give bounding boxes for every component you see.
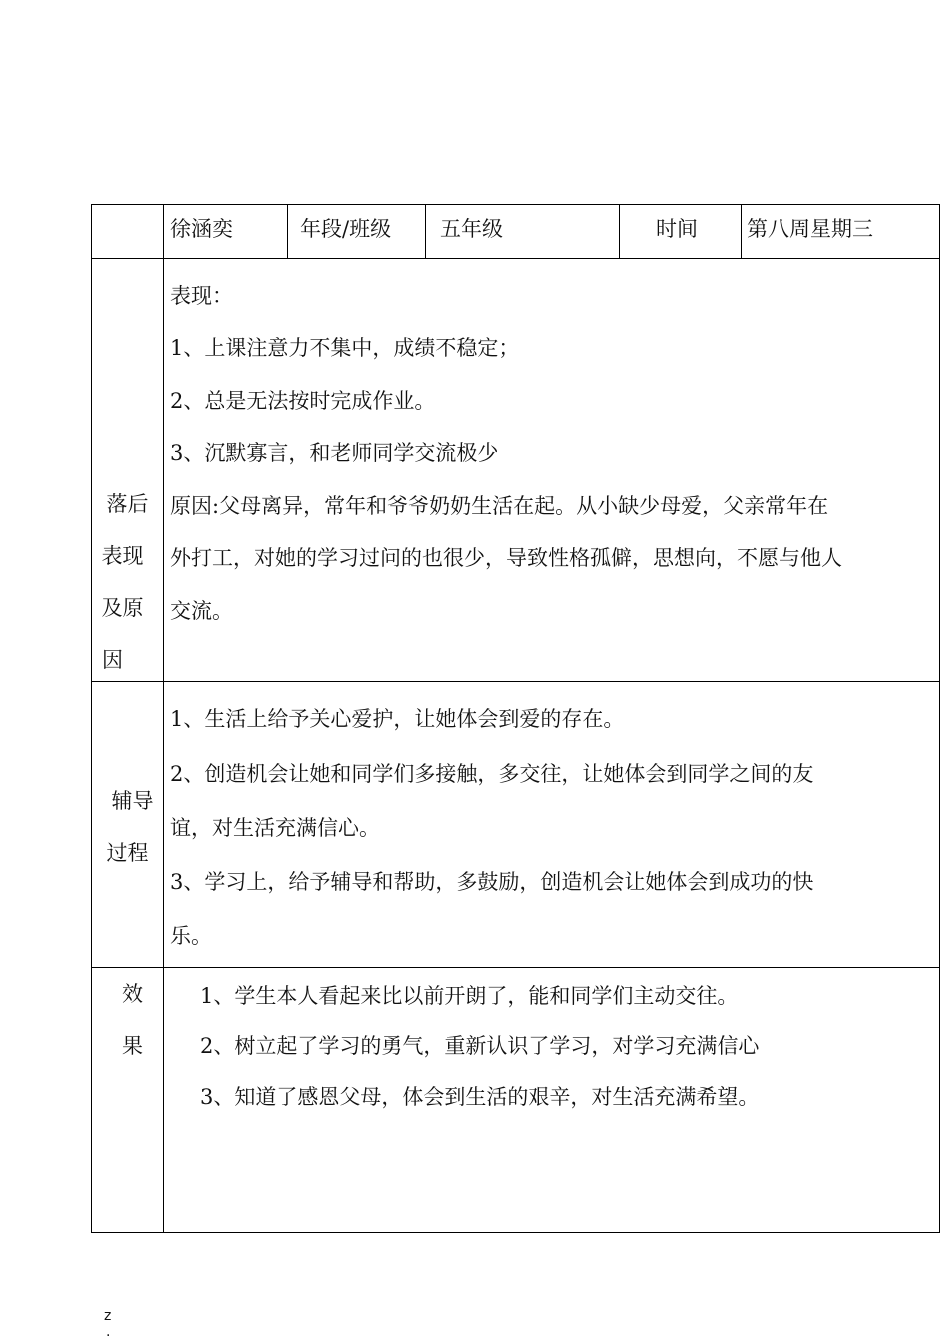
grade-class-label: 年段/班级 (300, 217, 392, 241)
section1-reason-line: 原因:父母离异，常年和爷爷奶奶生活在起。从小缺少母爱，父亲常年在 (170, 494, 829, 518)
section1-heading: 表现： (170, 284, 233, 308)
header-col-divider-1 (287, 204, 288, 259)
section1-label-line: 因 (102, 648, 123, 672)
footer-dot: . (106, 1324, 111, 1340)
section1-line: 1、上课注意力不集中，成绩不稳定； (170, 336, 520, 360)
time-value: 第八周星期三 (747, 217, 873, 241)
section1-label-line: 及原 (101, 596, 144, 620)
section1-reason-line: 交流。 (170, 599, 233, 623)
section2-label (92, 787, 163, 891)
grade-value: 五年级 (440, 217, 503, 241)
section1-label-line: 表现 (101, 544, 144, 568)
header-row-divider (91, 258, 940, 259)
time-label: 时间 (656, 217, 698, 241)
student-name: 徐涵奕 (170, 217, 233, 241)
section1-line: 3、沉默寡言，和老师同学交流极少 (170, 441, 499, 465)
table-border-bottom (91, 1232, 940, 1233)
section1-line: 2、总是无法按时完成作业。 (170, 389, 436, 413)
section1-label-line: 落后 (106, 492, 149, 516)
header-col-divider-3 (619, 204, 620, 259)
section2-line: 3、学习上，给予辅导和帮助，多鼓励，创造机会让她体会到成功的快 (170, 870, 814, 894)
header-col-divider-4 (741, 204, 742, 259)
section2-label-line: 过程 (106, 841, 149, 865)
section3-label (92, 980, 163, 1084)
section2-divider (91, 967, 940, 968)
section2-line: 乐。 (170, 924, 212, 948)
section2-line: 1、生活上给予关心爱护，让她体会到爱的存在。 (170, 707, 625, 731)
section2-label-line: 辅导 (111, 789, 154, 813)
section1-reason-line: 外打工，对她的学习过问的也很少，导致性格孤僻，思想向，不愿与他人 (170, 546, 842, 570)
section3-line: 3、知道了感恩父母，体会到生活的艰辛，对生活充满希望。 (200, 1085, 760, 1109)
section3-line: 1、学生本人看起来比以前开朗了，能和同学们主动交往。 (200, 984, 739, 1008)
table-border-right (939, 204, 940, 1233)
header-col-divider-2 (425, 204, 426, 259)
section1-divider (91, 681, 940, 682)
section3-label-line: 果 (122, 1034, 143, 1058)
section3-label-line: 效 (122, 982, 143, 1006)
section2-line: 2、创造机会让她和同学们多接触，多交往，让她体会到同学之间的友 (170, 762, 814, 786)
footer-mark: z (104, 1308, 112, 1324)
section2-line: 谊，对生活充满信心。 (170, 816, 380, 840)
section1-label (92, 490, 163, 698)
table-border-top (91, 204, 940, 205)
label-column-divider (163, 204, 164, 1233)
section3-line: 2、树立起了学习的勇气，重新认识了学习，对学习充满信心 (200, 1034, 760, 1058)
